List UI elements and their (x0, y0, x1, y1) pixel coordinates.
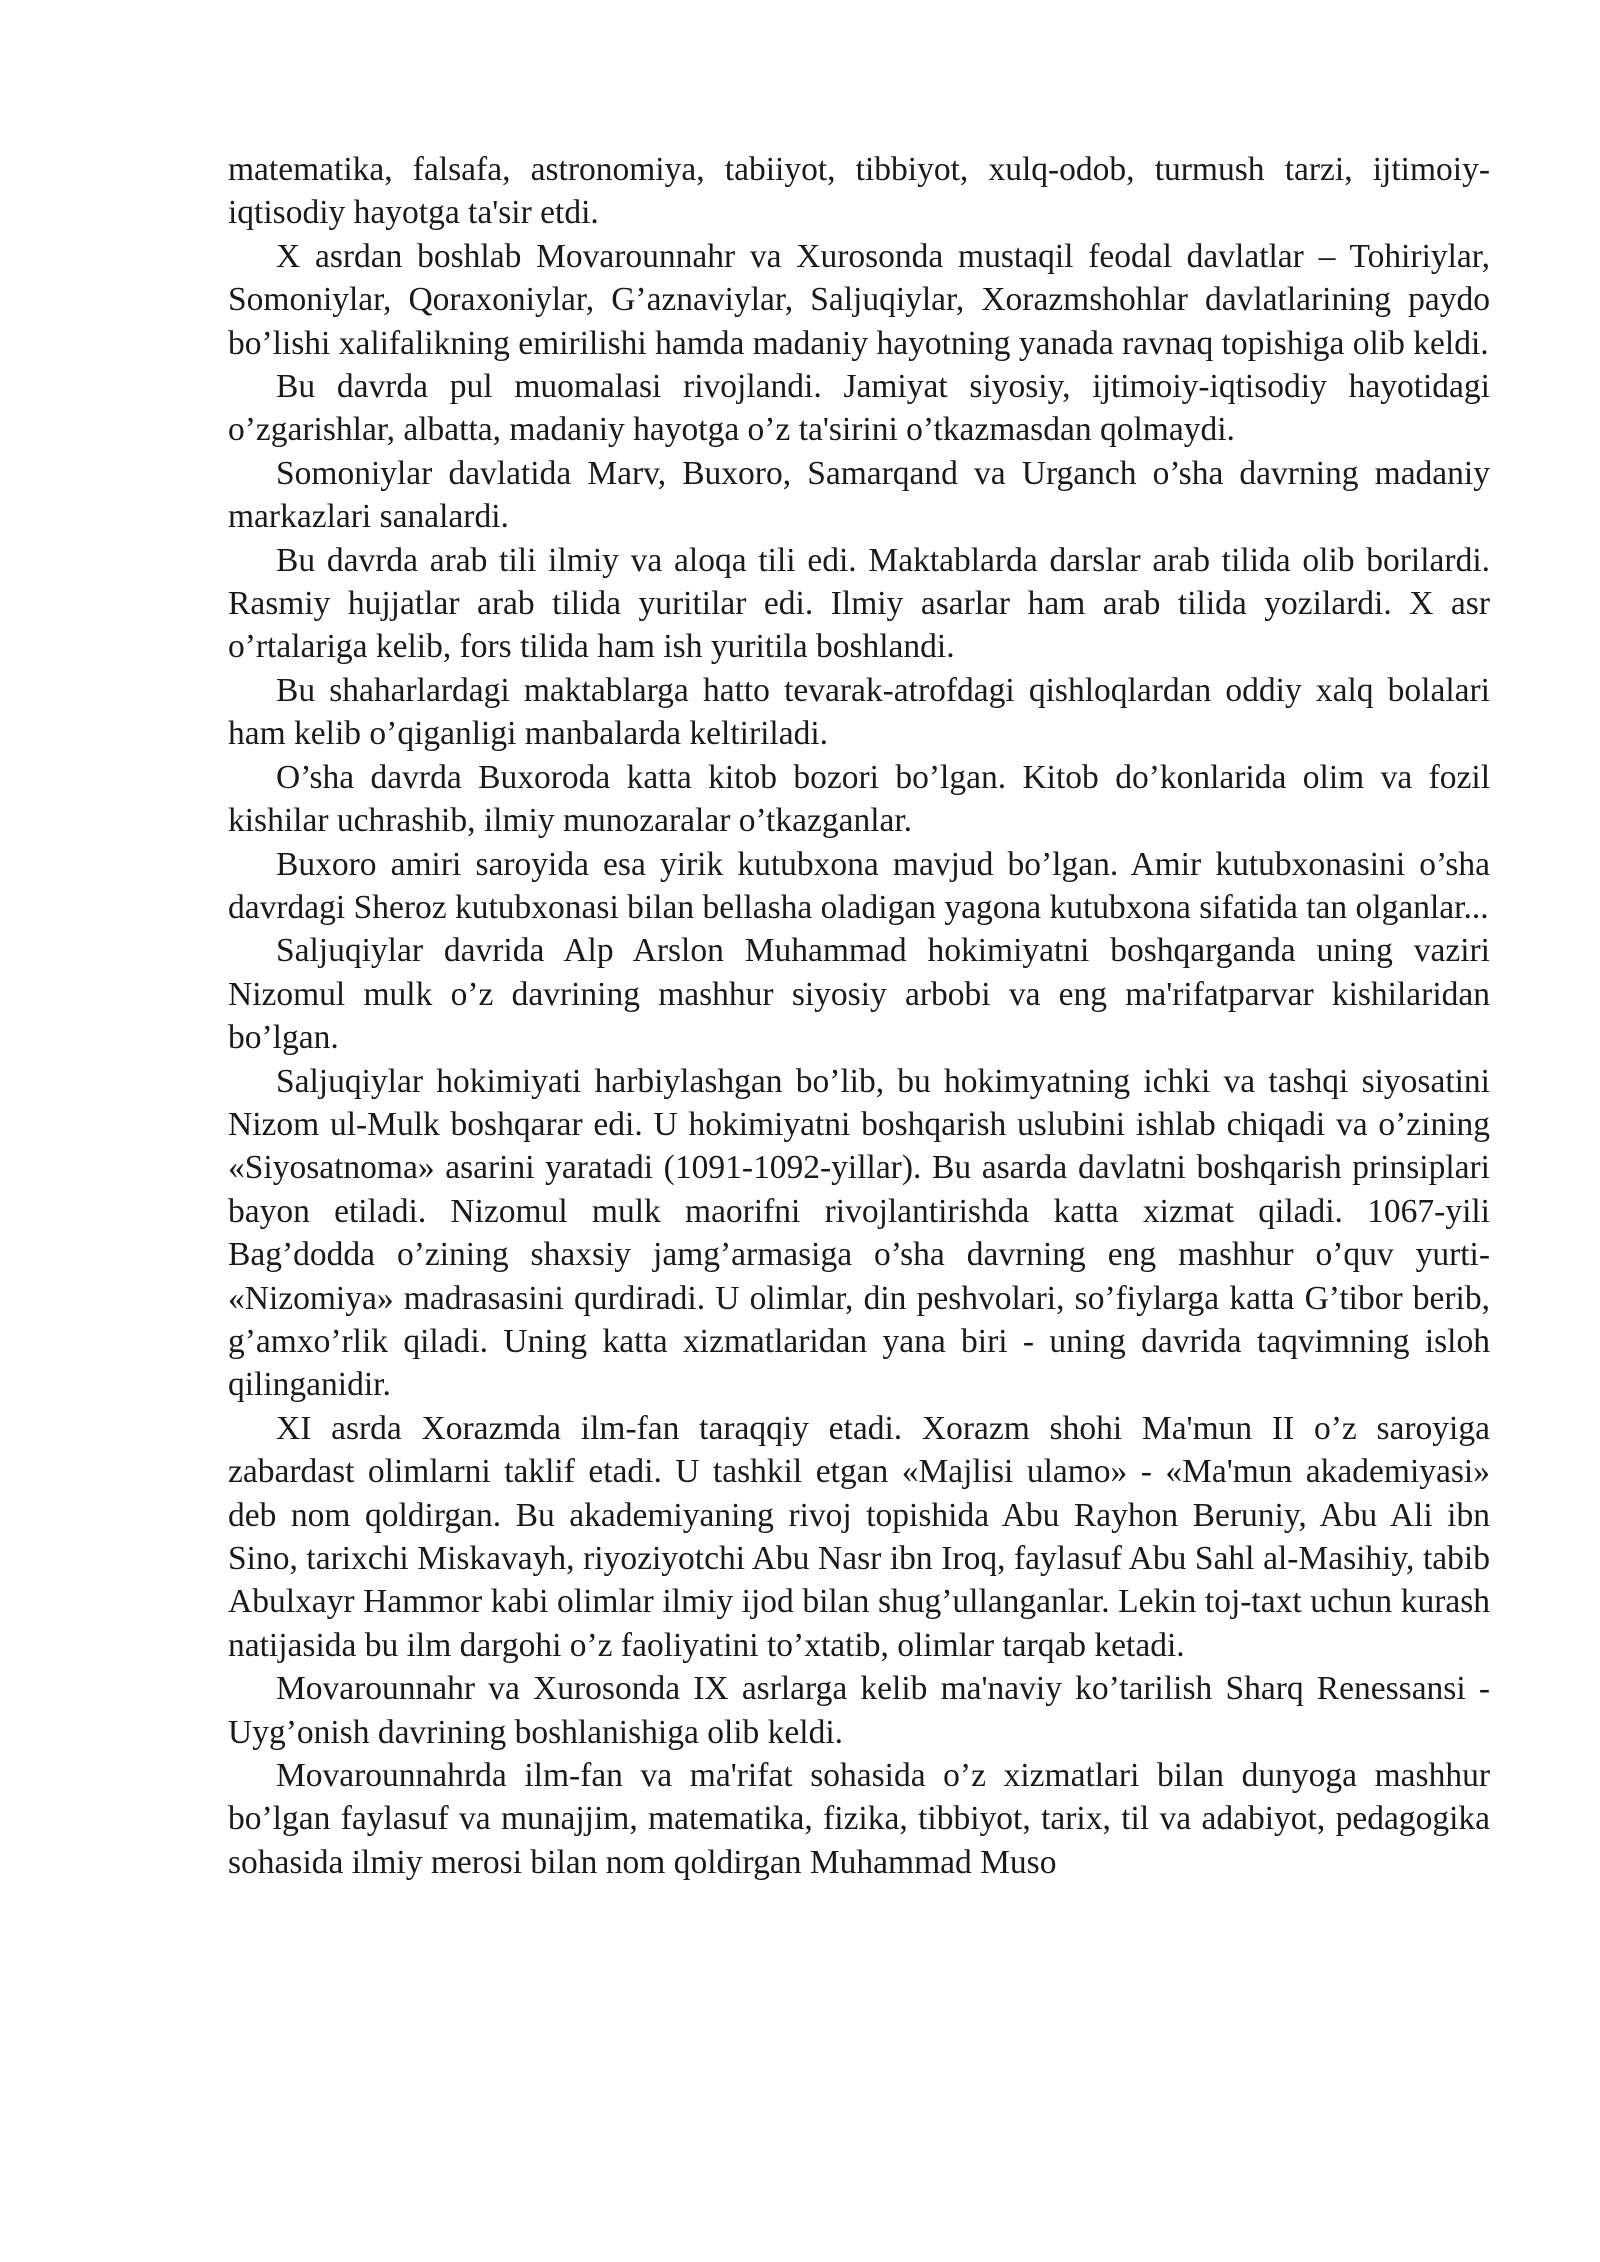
paragraph: Buxoro amiri saroyida esa yirik kutubxona mavjud bo’lgan. Amir kutubxonasini o’sha davrdagi Sheroz kutubxonasi bilan bellasha oladigan yagona kutubxona sifatida tan olganlar... (228, 845, 1490, 926)
paragraph: X asrdan boshlab Movarounnahr va Xurosonda mustaqil feodal davlatlar – Tohiriylar, Somoniylar, Qoraxoniylar, G’aznaviylar, Saljuqiylar, Xorazmshohlar davlatlarining paydo bo’lishi xalifalikning emirilishi hamda madaniy hayotning yanada ravnaq topishiga olib keldi. (228, 237, 1490, 362)
paragraph: Bu davrda arab tili ilmiy va aloqa tili edi. Maktablarda darslar arab tilida olib borilardi. Rasmiy hujjatlar arab tilida yuritilar edi. Ilmiy asarlar ham arab tilida yozilardi. X asr o’rtalariga kelib, fors tilida ham ish yuritila boshlandi. (228, 541, 1490, 666)
paragraph: O’sha davrda Buxoroda katta kitob bozori bo’lgan. Kitob do’konlarida olim va fozil kishilar uchrashib, ilmiy munozaralar o’tkazganlar. (228, 758, 1490, 840)
paragraph: XI asrda Xorazmda ilm-fan taraqqiy etadi. Xorazm shohi Ma'mun II o’z saroyiga zabardast olimlarni taklif etadi. U tashkil etgan «Majlisi ulamo» - «Ma'mun akademiyasi» deb nom qoldirgan. Bu akademiyaning rivoj topishida Abu Rayhon Beruniy, Abu Ali ibn Sino, tarixchi Miskavayh, riyoziyotchi Abu Nasr ibn Iroq, faylasuf Abu Sahl al-Masihiy, tabib Abulxayr Hammor kabi olimlar ilmiy ijod bilan shug’ullanganlar. Lekin toj-taxt uchun kurash natijasida bu ilm dargohi o’z faoliyatini to’xtatib, olimlar tarqab ketadi. (228, 1409, 1490, 1664)
paragraph: Saljuqiylar hokimiyati harbiylashgan bo’lib, bu hokimyatning ichki va tashqi siyosatini Nizom ul-Mulk boshqarar edi. U hokimiyatni boshqarish uslubini ishlab chiqadi va o’zining «Siyosatnoma» asarini yaratadi (1091-1092-yillar). Bu asarda davlatni boshqarish prinsiplari bayon etiladi. Nizomul mulk maorifni rivojlantirishda katta xizmat qiladi. 1067-yili Bag’dodda o’zining shaxsiy jamg’armasiga o’sha davrning eng mashhur o’quv yurti- «Nizomiya» madrasasini qurdiradi. U olimlar, din peshvolari, so’fiylarga katta G’tibor berib, g’amxo’rlik qiladi. Uning katta xizmatlaridan yana biri - uning davrida taqvimning isloh qilinganidir. (228, 1062, 1490, 1404)
paragraph: Somoniylar davlatida Marv, Buxoro, Samarqand va Urganch o’sha davrning madaniy markazlari sanalardi. (228, 454, 1490, 536)
paragraph: Bu shaharlardagi maktablarga hatto tevarak-atrofdagi qishloqlardan oddiy xalq bolalari ham kelib o’qiganligi manbalarda keltiriladi. (228, 671, 1490, 753)
paragraph: Saljuqiylar davrida Alp Arslon Muhammad hokimiyatni boshqarganda uning vaziri Nizomul mulk o’z davrining mashhur siyosiy arbobi va eng ma'rifatparvar kishilaridan bo’lgan. (228, 932, 1490, 1057)
paragraph: Movarounnahrda ilm-fan va ma'rifat sohasida o’z xizmatlari bilan dunyoga mashhur bo’lgan faylasuf va munajjim, matematika, fizika, tibbiyot, tarix, til va adabiyot, pedagogika sohasida ilmiy merosi bilan nom qoldirgan Muhammad Muso (228, 1757, 1490, 1881)
paragraph-continued: matematika, falsafa, astronomiya, tabiiyot, tibbiyot, xulq-odob, turmush tarzi, ijtimoiy-iqtisodiy hayotga ta'sir etdi. (228, 151, 1490, 232)
paragraph: Movarounnahr va Xurosonda IX asrlarga kelib ma'naviy ko’tarilish Sharq Renessansi - Uyg’onish davrining boshlanishiga olib keldi. (228, 1670, 1490, 1751)
paragraph: Bu davrda pul muomalasi rivojlandi. Jamiyat siyosiy, ijtimoiy-iqtisodiy hayotidagi o’zgarishlar, albatta, madaniy hayotga o’z ta'sirini o’tkazmasdan qolmaydi. (228, 368, 1490, 449)
body-text (228, 148, 1490, 1884)
